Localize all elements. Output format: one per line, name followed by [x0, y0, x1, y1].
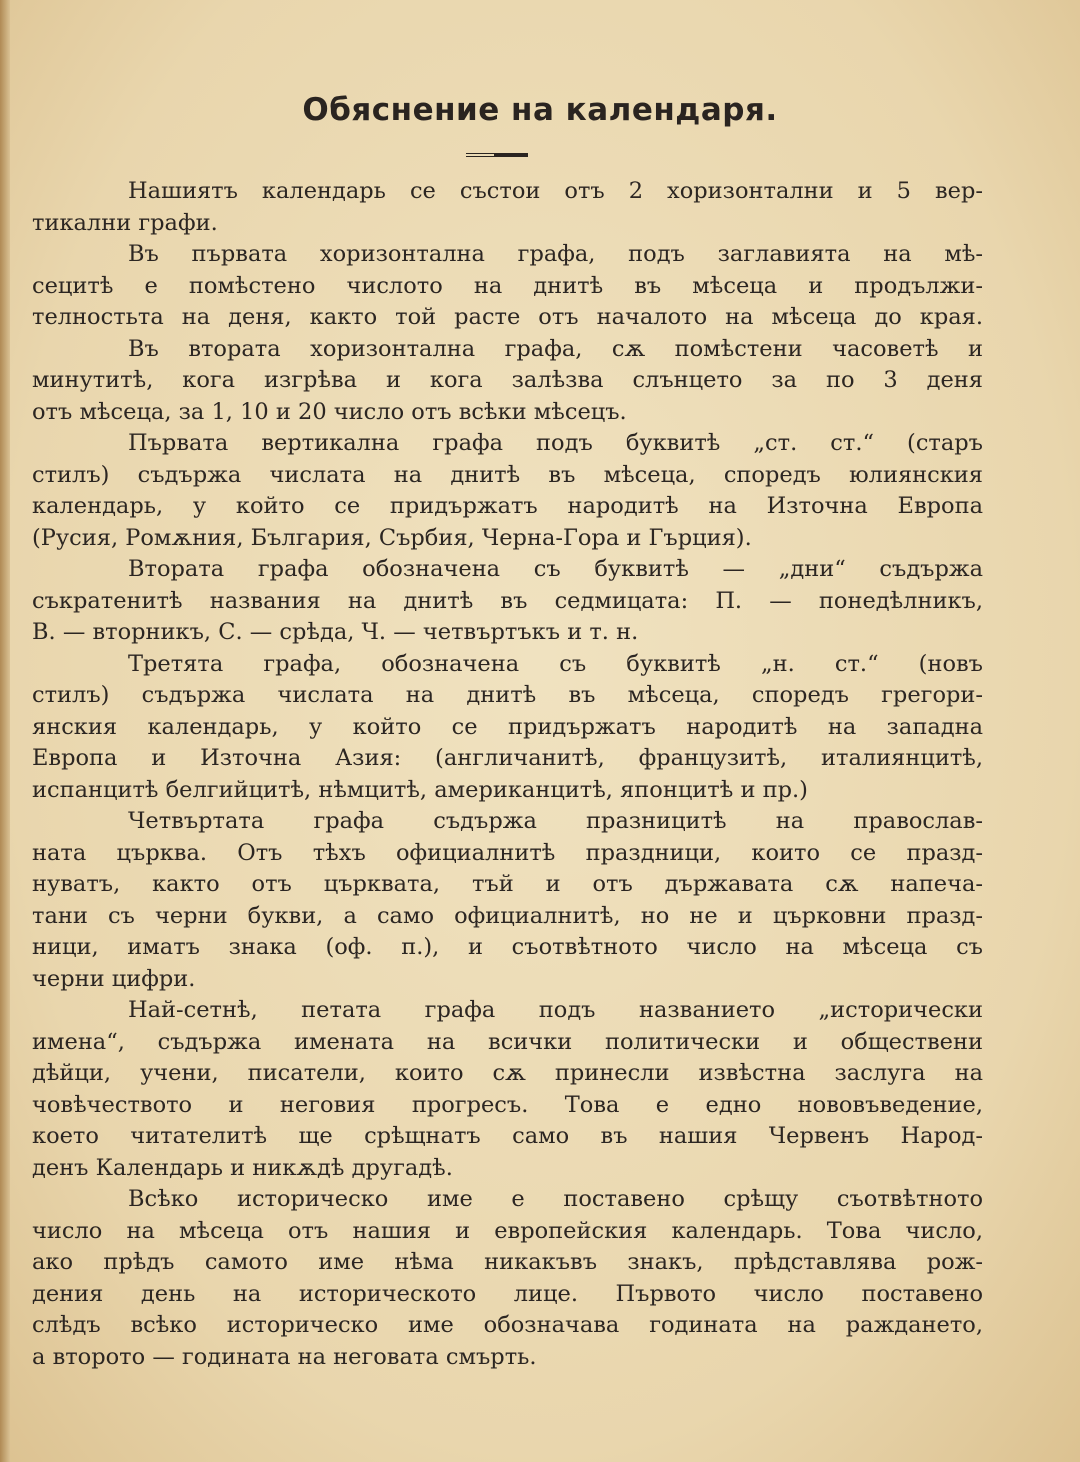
text-line: ната църква. Отъ тѣхъ официалнитѣ праздници, които се празд-	[32, 839, 983, 866]
text-line: Европа и Източна Азия: (англичанитѣ, французитѣ, италиянцитѣ,	[32, 745, 983, 771]
text-line: тани съ черни букви, а само официалнитѣ, но не и църковни празд-	[32, 902, 983, 929]
text-line: число на мѣсеца отъ нашия и европейския календарь. Това число,	[32, 1217, 983, 1244]
text-line: (Русия, Ромѫния, България, Сърбия, Черна-Гора и Гърция).	[32, 524, 752, 551]
text-line: денъ Календарь и никѫдѣ другадѣ.	[32, 1154, 453, 1181]
text-line: а второто — годината на неговата смърть.	[32, 1343, 537, 1370]
text-line: дѣйци, учени, писатели, които сѫ принесли извѣстна заслуга на	[32, 1060, 983, 1086]
text-line: съкратенитѣ названия на днитѣ въ седмицата: П. — понедѣлникъ,	[32, 587, 983, 614]
body-text	[32, 176, 983, 1373]
text-line: Въ първата хоризонтална графа, подъ заглавията на мѣ-	[128, 241, 983, 267]
text-line: нуватъ, както отъ църквата, тъй и отъ държавата сѫ напеча-	[32, 871, 983, 897]
text-line: тикални графи.	[32, 209, 218, 236]
text-line: отъ мѣсеца, за 1, 10 и 20 число отъ всѣки мѣсецъ.	[32, 398, 627, 425]
text-line: сецитѣ е помѣстено числото на днитѣ въ мѣсеца и продължи-	[32, 272, 983, 299]
text-line: дения день на историческото лице. Първото число поставено	[32, 1280, 983, 1307]
text-line: Четвъртата графа съдържа празницитѣ на православ-	[128, 808, 983, 834]
text-line: стилъ) съдържа числата на днитѣ въ мѣсеца, споредъ грегори-	[32, 682, 983, 708]
text-line: янския календарь, у който се придържатъ народитѣ на западна	[32, 713, 983, 740]
text-line: Всѣко историческо име е поставено срѣщу съотвѣтното	[128, 1186, 983, 1212]
text-line: слѣдъ всѣко историческо име обозначава годината на раждането,	[32, 1312, 983, 1338]
text-line: стилъ) съдържа числата на днитѣ въ мѣсеца, споредъ юлиянския	[32, 461, 983, 488]
text-line: Втората графа обозначена съ буквитѣ — „дни“ съдържа	[128, 556, 983, 582]
text-line: ници, иматъ знака (оф. п.), и съотвѣтното число на мѣсеца съ	[32, 934, 983, 960]
text-line: Въ втората хоризонтална графа, сѫ помѣстени часоветѣ и	[128, 335, 983, 362]
text-line: Нашиятъ календарь се състои отъ 2 хоризонтални и 5 вер-	[128, 178, 983, 204]
text-line: Първата вертикална графа подъ буквитѣ „ст. ст.“ (старъ	[128, 430, 983, 456]
text-line: човѣчеството и неговия прогресъ. Това е едно нововъведение,	[32, 1091, 983, 1118]
page-edge	[0, 0, 10, 1462]
text-line: черни цифри.	[32, 965, 196, 992]
text-line: В. — вторникъ, С. — срѣда, Ч. — четвъртъкъ и т. н.	[32, 619, 639, 645]
text-line: имена“, съдържа имената на всички политически и обществени	[32, 1028, 983, 1055]
text-line: календарь, у който се придържатъ народитѣ на Източна Европа	[32, 493, 983, 519]
text-line: ако прѣдъ самото име нѣма никакъвъ знакъ, прѣдставлява рож-	[32, 1249, 983, 1275]
text-line: минутитѣ, кога изгрѣва и кога залѣзва слънцето за по 3 деня	[32, 367, 983, 393]
page-title: Обяснение на календаря.	[302, 92, 778, 128]
text-line: което читателитѣ ще срѣщнатъ само въ нашия Червенъ Народ-	[32, 1123, 983, 1149]
title-divider	[466, 153, 528, 157]
text-line: Третята графа, обозначена съ буквитѣ „н. ст.“ (новъ	[128, 650, 983, 677]
text-line: телностьта на деня, както той расте отъ началото на мѣсеца до края.	[32, 304, 983, 330]
text-line: испанцитѣ белгийцитѣ, нѣмцитѣ, американцитѣ, японцитѣ и пр.)	[32, 776, 808, 803]
text-line: Най-сетнѣ, петата графа подъ названието „исторически	[128, 997, 983, 1023]
